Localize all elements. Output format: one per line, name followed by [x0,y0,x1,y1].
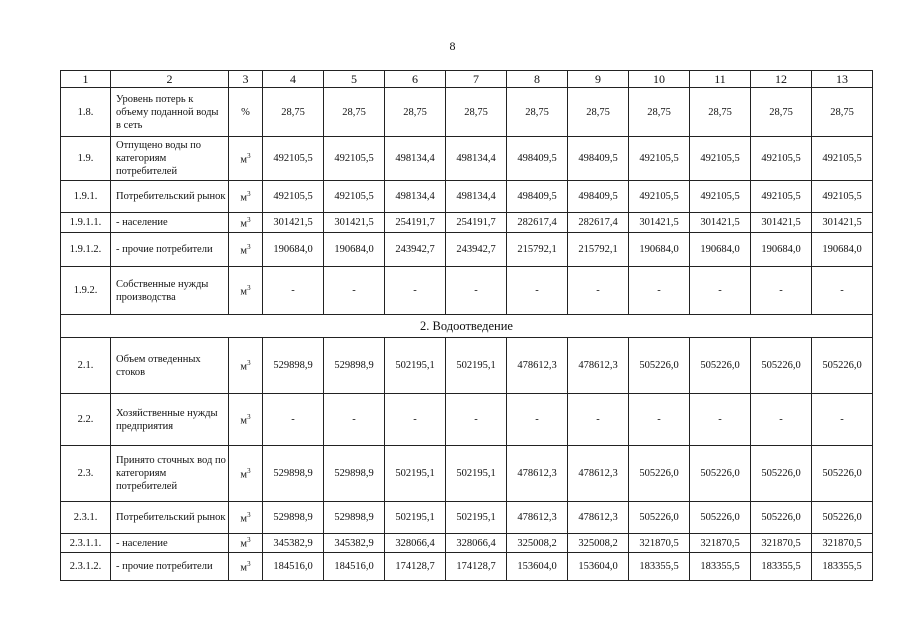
value-cell: 529898,9 [324,338,385,394]
value-cell: 301421,5 [629,213,690,233]
value-cell: 505226,0 [690,338,751,394]
header-cell: 9 [568,71,629,88]
value-cell: 184516,0 [324,553,385,581]
value-cell: - [385,394,446,446]
value-cell: 215792,1 [507,233,568,267]
value-cell: 502195,1 [446,502,507,534]
header-cell: 8 [507,71,568,88]
row-code: 1.9.1.1. [61,213,111,233]
value-cell: 478612,3 [568,338,629,394]
section-title: 2. Водоотведение [61,315,873,338]
unit-cell: $м^3$ [229,137,263,181]
value-cell: - [507,394,568,446]
value-cell: 498134,4 [446,137,507,181]
row-description: Отпущено воды по категориям потребителей [111,137,229,181]
value-cell: 190684,0 [690,233,751,267]
section-row [61,315,873,338]
unit-cell: $м^3$ [229,446,263,502]
header-cell: 3 [229,71,263,88]
header-cell: 6 [385,71,446,88]
row-description: - население [111,213,229,233]
value-cell: 492105,5 [629,137,690,181]
value-cell: 498134,4 [385,181,446,213]
value-cell: 325008,2 [507,534,568,553]
header-cell: 7 [446,71,507,88]
value-cell: 243942,7 [385,233,446,267]
value-cell: 190684,0 [629,233,690,267]
value-cell: 190684,0 [751,233,812,267]
table-row [61,534,873,553]
value-cell: 505226,0 [629,502,690,534]
value-cell: 505226,0 [629,338,690,394]
unit-cell: % [229,88,263,137]
table-row [61,267,873,315]
table-row [61,338,873,394]
value-cell: 321870,5 [812,534,873,553]
unit-cell: $м^3$ [229,267,263,315]
unit-cell: $м^3$ [229,213,263,233]
value-cell: 301421,5 [263,213,324,233]
value-cell: 529898,9 [263,446,324,502]
row-code: 2.3.1.1. [61,534,111,553]
value-cell: 492105,5 [324,181,385,213]
value-cell: 529898,9 [263,338,324,394]
value-cell: - [507,267,568,315]
value-cell: - [446,394,507,446]
value-cell: 282617,4 [568,213,629,233]
value-cell: 345382,9 [263,534,324,553]
value-cell: 498134,4 [446,181,507,213]
row-description: - прочие потребители [111,553,229,581]
header-cell: 10 [629,71,690,88]
value-cell: 215792,1 [568,233,629,267]
value-cell: 153604,0 [507,553,568,581]
value-cell: 502195,1 [446,446,507,502]
value-cell: 183355,5 [812,553,873,581]
value-cell: 505226,0 [812,338,873,394]
value-cell: 28,75 [568,88,629,137]
value-cell: 505226,0 [751,446,812,502]
value-cell: 321870,5 [690,534,751,553]
value-cell: 282617,4 [507,213,568,233]
row-code: 2.3.1. [61,502,111,534]
header-cell: 13 [812,71,873,88]
value-cell: - [751,267,812,315]
header-cell: 1 [61,71,111,88]
value-cell: 28,75 [812,88,873,137]
value-cell: 301421,5 [812,213,873,233]
value-cell: - [324,394,385,446]
value-cell: 28,75 [507,88,568,137]
value-cell: - [568,394,629,446]
table-row [61,213,873,233]
value-cell: 505226,0 [751,502,812,534]
value-cell: 28,75 [690,88,751,137]
row-description: - прочие потребители [111,233,229,267]
unit-cell: $м^3$ [229,502,263,534]
table-row [61,137,873,181]
value-cell: 325008,2 [568,534,629,553]
row-description: Собственные нужды производства [111,267,229,315]
value-cell: 321870,5 [629,534,690,553]
value-cell: 28,75 [385,88,446,137]
row-code: 1.9. [61,137,111,181]
value-cell: - [690,267,751,315]
unit-cell: $м^3$ [229,181,263,213]
row-code: 2.3. [61,446,111,502]
value-cell: 492105,5 [324,137,385,181]
header-cell: 11 [690,71,751,88]
table-row [61,446,873,502]
value-cell: 28,75 [263,88,324,137]
water-balance-table [60,70,873,581]
row-description: Хозяйственные нужды предприятия [111,394,229,446]
value-cell: 478612,3 [507,502,568,534]
value-cell: 243942,7 [446,233,507,267]
value-cell: 498409,5 [568,181,629,213]
value-cell: 190684,0 [324,233,385,267]
row-description: Объем отведенных стоков [111,338,229,394]
value-cell: 492105,5 [751,137,812,181]
header-cell: 2 [111,71,229,88]
row-description: Потребительский рынок [111,181,229,213]
value-cell: 492105,5 [690,137,751,181]
value-cell: 301421,5 [324,213,385,233]
value-cell: 492105,5 [629,181,690,213]
value-cell: 505226,0 [751,338,812,394]
value-cell: 502195,1 [385,338,446,394]
value-cell: 254191,7 [385,213,446,233]
value-cell: - [568,267,629,315]
row-code: 1.9.1.2. [61,233,111,267]
unit-cell: $м^3$ [229,394,263,446]
row-code: 1.9.1. [61,181,111,213]
value-cell: 502195,1 [385,502,446,534]
value-cell: 498134,4 [385,137,446,181]
header-cell: 5 [324,71,385,88]
value-cell: 301421,5 [751,213,812,233]
table-row [61,502,873,534]
value-cell: - [629,267,690,315]
value-cell: - [751,394,812,446]
value-cell: 505226,0 [812,446,873,502]
value-cell: 190684,0 [263,233,324,267]
value-cell: 254191,7 [446,213,507,233]
value-cell: 498409,5 [507,181,568,213]
value-cell: 478612,3 [568,446,629,502]
value-cell: 492105,5 [263,181,324,213]
value-cell: 328066,4 [446,534,507,553]
value-cell: 505226,0 [690,446,751,502]
unit-cell: $м^3$ [229,534,263,553]
value-cell: 505226,0 [812,502,873,534]
table-row [61,233,873,267]
unit-cell: $м^3$ [229,338,263,394]
row-description: Принято сточных вод по категориям потребителей [111,446,229,502]
value-cell: 28,75 [629,88,690,137]
value-cell: - [324,267,385,315]
value-cell: 28,75 [446,88,507,137]
value-cell: 505226,0 [690,502,751,534]
value-cell: 190684,0 [812,233,873,267]
value-cell: - [446,267,507,315]
value-cell: - [812,267,873,315]
value-cell: - [690,394,751,446]
value-cell: - [385,267,446,315]
value-cell: 345382,9 [324,534,385,553]
value-cell: 492105,5 [751,181,812,213]
value-cell: 28,75 [751,88,812,137]
row-code: 1.9.2. [61,267,111,315]
table-row [61,553,873,581]
table-row [61,88,873,137]
row-code: 2.2. [61,394,111,446]
value-cell: 301421,5 [690,213,751,233]
unit-cell: $м^3$ [229,233,263,267]
value-cell: 502195,1 [385,446,446,502]
value-cell: 183355,5 [751,553,812,581]
value-cell: 478612,3 [507,446,568,502]
header-cell: 4 [263,71,324,88]
header-cell: 12 [751,71,812,88]
value-cell: 505226,0 [629,446,690,502]
value-cell: - [812,394,873,446]
value-cell: 529898,9 [324,502,385,534]
table-row [61,181,873,213]
value-cell: 174128,7 [385,553,446,581]
value-cell: 183355,5 [629,553,690,581]
row-code: 2.3.1.2. [61,553,111,581]
value-cell: 498409,5 [507,137,568,181]
value-cell: 174128,7 [446,553,507,581]
value-cell: 492105,5 [812,137,873,181]
row-description: Потребительский рынок [111,502,229,534]
value-cell: - [263,267,324,315]
value-cell: 478612,3 [507,338,568,394]
value-cell: 492105,5 [263,137,324,181]
header-row [61,71,873,88]
row-description: Уровень потерь к объему поданной воды в сеть [111,88,229,137]
row-code: 1.8. [61,88,111,137]
value-cell: 183355,5 [690,553,751,581]
value-cell: 321870,5 [751,534,812,553]
value-cell: 478612,3 [568,502,629,534]
value-cell: 328066,4 [385,534,446,553]
value-cell: 529898,9 [324,446,385,502]
value-cell: 153604,0 [568,553,629,581]
value-cell: - [629,394,690,446]
page-number: 8 [449,39,456,53]
value-cell: 529898,9 [263,502,324,534]
value-cell: 498409,5 [568,137,629,181]
value-cell: 28,75 [324,88,385,137]
unit-cell: $м^3$ [229,553,263,581]
table-row [61,394,873,446]
value-cell: 184516,0 [263,553,324,581]
value-cell: 492105,5 [812,181,873,213]
value-cell: 502195,1 [446,338,507,394]
row-code: 2.1. [61,338,111,394]
row-description: - население [111,534,229,553]
value-cell: 492105,5 [690,181,751,213]
value-cell: - [263,394,324,446]
